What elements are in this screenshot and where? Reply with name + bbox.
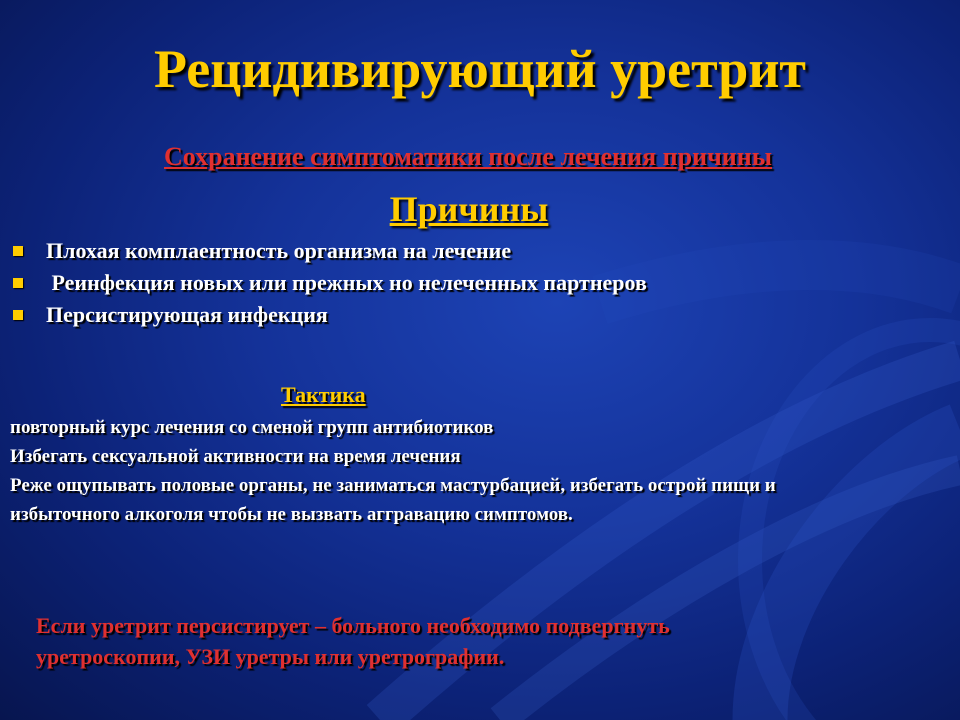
causes-heading: Причины [389, 189, 549, 229]
list-item [10, 299, 647, 331]
tactics-text [10, 413, 930, 529]
tactics-line: повторный курс лечения со сменой групп антибиотиков [10, 417, 494, 438]
square-bullet-icon [13, 246, 23, 256]
list-item [10, 235, 647, 267]
slide-title: Рецидивирующий уретрит [154, 39, 806, 99]
note-line: уретроскопии, УЗИ уретры или уретрографии. [36, 644, 505, 669]
square-bullet-icon [13, 278, 23, 288]
causes-list [10, 235, 647, 331]
slide-subtitle: Сохранение симптоматики после лечения причины [163, 142, 773, 171]
tactics-line: Реже ощупывать половые органы, не заниматься мастурбацией, избегать острой пищи и [10, 475, 776, 496]
tactics-line: избыточного алкоголя чтобы не вызвать аггравацию симптомов. [10, 504, 573, 525]
tactics-line: Избегать сексуальной активности на время лечения [10, 446, 461, 467]
tactics-heading: Тактика [281, 382, 366, 407]
note-line: Если уретрит персистирует – больного необходимо подвергнуть [36, 613, 670, 638]
list-item-text: Плохая комплаентность организма на лечение [46, 238, 512, 263]
persistence-note [36, 610, 896, 672]
list-item-text: Реинфекция новых или прежных но нелеченных партнеров [46, 270, 647, 295]
square-bullet-icon [13, 310, 23, 320]
list-item-text: Персистирующая инфекция [46, 302, 328, 327]
list-item [10, 267, 647, 299]
